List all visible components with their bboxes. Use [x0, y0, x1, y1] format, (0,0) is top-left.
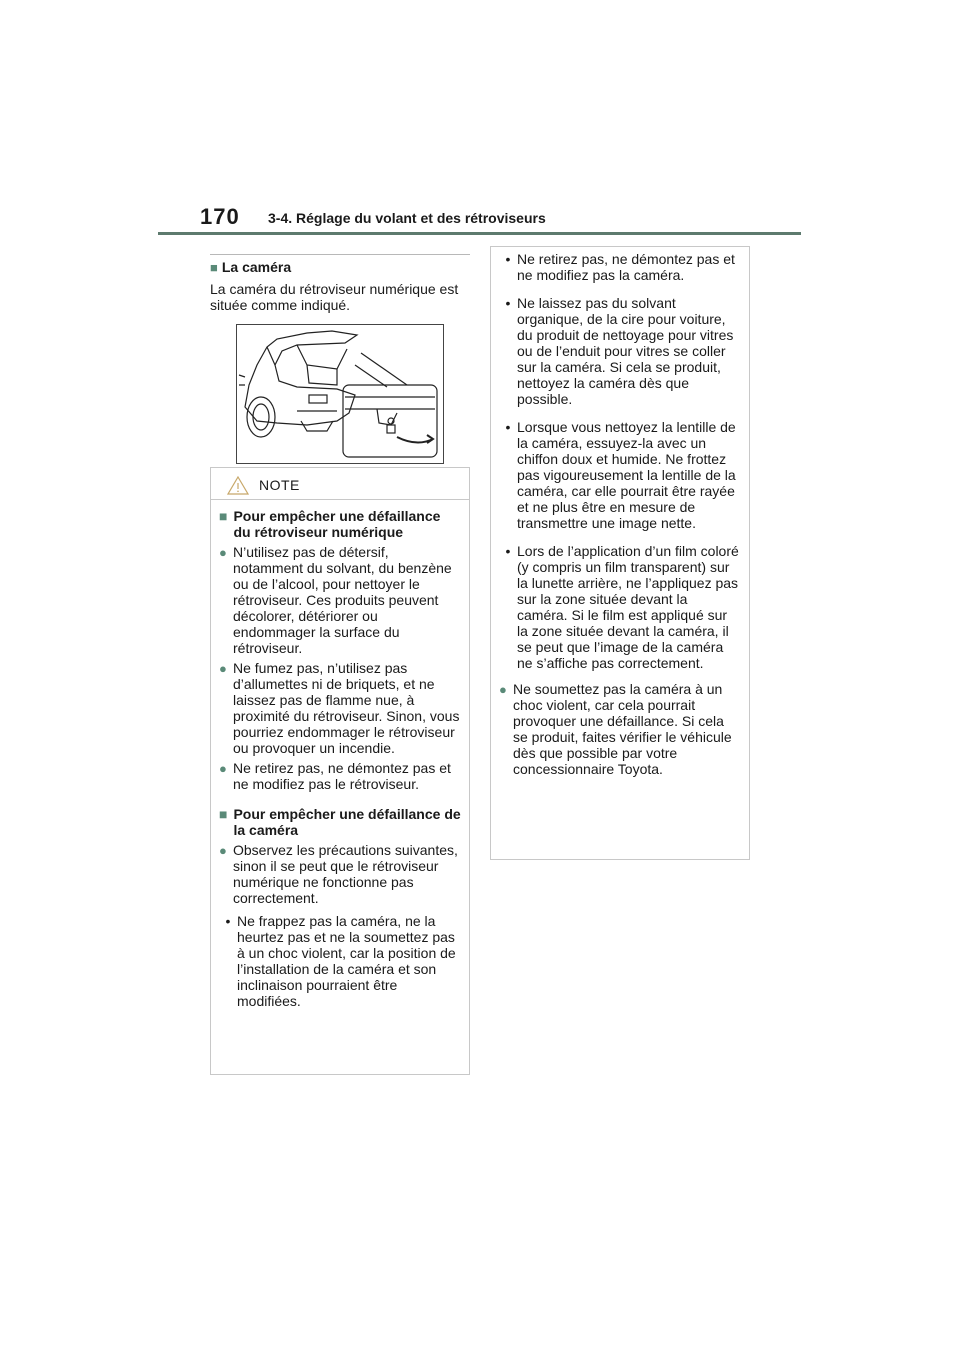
page-header — [200, 200, 800, 236]
mirror-heading-text: Pour empêcher une défaillance du rétroviseur numérique — [233, 508, 441, 540]
sub-list-item-text: Ne retirez pas, ne démontez pas et ne modifiez pas la caméra. — [517, 251, 735, 283]
list-item — [499, 681, 741, 777]
sub-list-item — [499, 251, 741, 283]
list-item — [219, 842, 461, 906]
note-box — [210, 467, 470, 1075]
sub-bullet-icon: • — [225, 913, 231, 929]
list-item — [219, 760, 461, 792]
square-bullet-icon: ■ — [210, 260, 218, 275]
list-item — [219, 544, 461, 656]
page-number: 170 — [200, 204, 240, 229]
sub-bullet-icon: • — [505, 251, 511, 267]
sub-list-item — [499, 419, 741, 531]
list-item-text: Ne retirez pas, ne démontez pas et ne modifiez pas le rétroviseur. — [233, 760, 451, 792]
mirror-heading — [219, 508, 461, 540]
square-bullet-icon: ■ — [219, 508, 228, 524]
note-header — [211, 468, 469, 500]
rear-camera-illustration — [236, 324, 444, 464]
dot-bullet-icon: ● — [499, 682, 507, 697]
square-bullet-icon: ■ — [219, 806, 228, 822]
dot-bullet-icon: ● — [219, 545, 227, 560]
camera-section — [210, 254, 470, 313]
sub-bullet-icon: • — [505, 419, 511, 435]
list-item-text: N’utilisez pas de détersif, notamment du solvant, du benzène ou de l’alcool, pour nettoyer le rétroviseur. Ces produits peuvent décolorer, détériorer ou endommager la surface du rétroviseur. — [233, 544, 452, 656]
sub-bullet-icon: • — [505, 295, 511, 311]
camera-paragraph: La caméra du rétroviseur numérique est située comme indiqué. — [210, 281, 459, 313]
dot-bullet-icon: ● — [219, 761, 227, 776]
list-item-text: Ne soumettez pas la caméra à un choc violent, car cela pourrait provoquer une défaillance. Si cela se produit, faites vérifier le véhicule dès que possible par votre concessionnaire Toyota. — [513, 681, 732, 777]
sub-list-item-text: Ne laissez pas du solvant organique, de la cire pour voiture, du produit de nettoyage pour vitres ou de l’enduit pour vitres se coller sur la caméra. Si cela se produit, nettoyez la caméra dès que possible. — [517, 295, 734, 407]
sub-bullet-icon: • — [505, 543, 511, 559]
camera-heading-text: La caméra — [221, 259, 292, 275]
note-box-continued — [490, 246, 750, 860]
list-item — [219, 660, 461, 756]
camera-defect-heading-text: Pour empêcher une défaillance de la caméra — [233, 806, 461, 838]
sub-list-item-text: Lors de l’application d’un film coloré (y compris un film transparent) sur la lunette arrière, ne l’appliquez pas sur la zone située devant la caméra. Si le film est appliqué sur la zone située devant la caméra, il se peut que l’image de la caméra ne s’affiche pas correctement. — [517, 543, 739, 671]
sub-list-item — [499, 543, 741, 671]
camera-heading — [210, 259, 470, 275]
camera-defect-heading — [219, 806, 461, 838]
dot-bullet-icon: ● — [219, 661, 227, 676]
warning-triangle-icon — [227, 476, 249, 500]
section-divider — [210, 254, 470, 255]
sub-list-item-text: Lorsque vous nettoyez la lentille de la caméra, essuyez-la avec un chiffon doux et humide. Ne frottez pas vigoureusement la lentille de la caméra, car elle pourrait être rayée et ne plus être en mesure de transmettre une image nette. — [517, 419, 736, 531]
dot-bullet-icon: ● — [219, 843, 227, 858]
sub-list-item — [219, 913, 461, 1009]
section-title: 3-4. Réglage du volant et des rétroviseurs — [268, 210, 546, 226]
note-label: NOTE — [259, 477, 300, 493]
sub-list-item — [499, 295, 741, 407]
sub-list-item-text: Ne frappez pas la caméra, ne la heurtez pas et ne la soumettez pas à un choc violent, car la position de l’installation de la caméra et son inclinaison pourraient être modifiées. — [237, 913, 456, 1009]
list-item-text: Ne fumez pas, n’utilisez pas d’allumettes ni de briquets, et ne laissez pas de flamme nue, à proximité du rétroviseur. Sinon, vous pourriez endommager le rétroviseur ou provoquer un incendie. — [233, 660, 460, 756]
car-rear-camera-icon — [237, 325, 443, 463]
list-item-text: Observez les précautions suivantes, sinon il se peut que le rétroviseur numérique ne fonctionne pas correctement. — [233, 842, 458, 906]
header-divider — [158, 232, 801, 235]
